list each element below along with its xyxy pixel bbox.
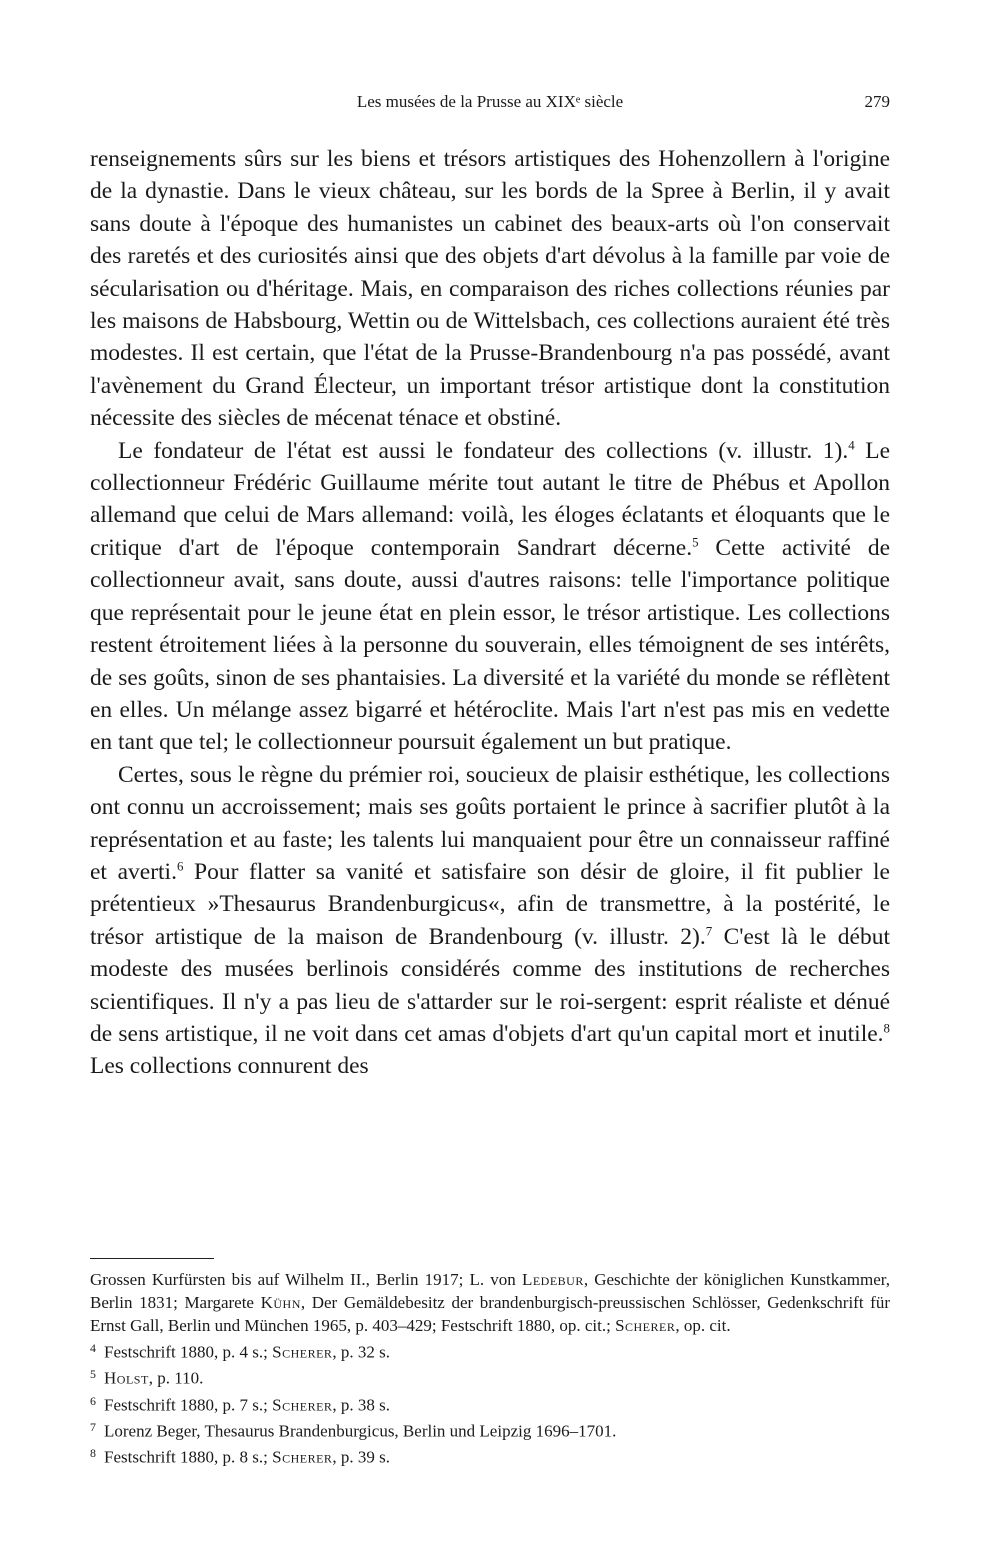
author-kuhn: Kühn — [260, 1293, 301, 1312]
paragraph-3-part-c: C'est là le début modeste des musées berlinois considérés comme des institutions de recherches scientifiques. Il n'y a pas lieu de s'attarder sur le roi-sergent: esprit réaliste et dénué de sens artistique, il ne voit dans cet amas d'objets d'art qu'un capital mort et inutile. — [90, 923, 890, 1047]
paragraph-3-part-d: Les collections connurent des — [90, 1053, 369, 1080]
author-scherer: Scherer — [615, 1316, 676, 1335]
paragraph-3-part-a: Certes, sous le règne du prémier roi, soucieux de plaisir esthétique, les collections ont connu un accroissement; mais ses goûts portaient le prince à sacrifier plutôt à la représentation et au faste; les talents lui manquaient pour être un connaisseur raffiné et averti. — [90, 761, 890, 885]
footnote-6 — [90, 1390, 890, 1416]
footnote-ref-5: 5 — [692, 534, 699, 550]
footnote-text-end: , p. 38 s. — [332, 1395, 391, 1415]
footnote-text: Festschrift 1880, p. 7 s.; — [104, 1395, 273, 1415]
footnote-continued-text-3: , Der Gemäldebesitz der brandenburgisch-preussischen Schlösser, Gedenkschrift für Ernst Gall, Berlin und München 1965, p. 403–429; Festschrift 1880, op. cit.; — [90, 1293, 890, 1335]
footnote-text-end: , p. 39 s. — [332, 1447, 391, 1467]
footnote-text: Festschrift 1880, p. 8 s.; — [104, 1447, 273, 1467]
footnote-text: Festschrift 1880, p. 4 s.; — [104, 1342, 273, 1362]
page-number: 279 — [864, 92, 890, 111]
footnote-author: Scherer — [272, 1342, 333, 1362]
footnote-ref-7: 7 — [705, 923, 713, 939]
main-text — [90, 143, 890, 1083]
paragraph-2-part-a: Le fondateur de l'état est aussi le fondateur des collections (v. illustr. 1). — [118, 437, 849, 464]
footnote-continued — [90, 1268, 890, 1337]
footnote-text: Lorenz Beger, Thesaurus Brandenburgicus, Berlin und Leipzig 1696–1701. — [104, 1421, 617, 1441]
footnote-8 — [90, 1442, 890, 1468]
running-title: Les musées de la Prusse au XIXᵉ siècle — [356, 92, 624, 111]
footnote-author: Holst — [104, 1368, 149, 1388]
footnote-number: 7 — [90, 1420, 96, 1435]
footnote-continued-text-4: , op. cit. — [675, 1316, 731, 1335]
footnote-ref-8: 8 — [883, 1020, 890, 1036]
paragraph-2 — [90, 435, 890, 759]
paragraph-2-part-b: Le collectionneur Frédéric Guillaume mérite tout autant le titre de Phébus et Apollon allemand que celui de Mars allemand: voilà, les éloges éclatants et éloquants que le critique d'art de l'époque contemporain Sandrart décerne. — [90, 437, 890, 561]
running-header — [90, 92, 890, 116]
footnote-continued-text-1: Grossen Kurfürsten bis auf Wilhelm II., Berlin 1917; L. von — [90, 1270, 522, 1289]
author-ledebur: Ledebur — [521, 1270, 584, 1289]
footnote-ref-6: 6 — [176, 858, 184, 874]
paragraph-3 — [90, 759, 890, 1083]
footnote-continued-text-2: , Geschichte der königlichen Kunstkammer, Berlin 1831; Margarete — [90, 1270, 890, 1312]
footnote-7 — [90, 1416, 890, 1442]
footnote-author: Scherer — [272, 1447, 333, 1467]
footnote-5 — [90, 1363, 890, 1389]
footnote-text-end: , p. 110. — [148, 1368, 204, 1388]
footnote-number: 6 — [90, 1393, 96, 1408]
footnote-rule — [90, 1258, 214, 1259]
footnote-author: Scherer — [272, 1395, 333, 1415]
footnote-number: 4 — [90, 1341, 96, 1355]
footnote-number: 5 — [90, 1367, 96, 1382]
footnotes — [90, 1268, 890, 1469]
footnote-number: 8 — [90, 1446, 96, 1461]
footnote-text-end: , p. 32 s. — [332, 1342, 391, 1362]
paragraph-3-part-b: Pour flatter sa vanité et satisfaire son désir de gloire, il fit publier le prétentieux »Thesaurus Brandenburgicus«, afin de transmettre, à la postérité, le trésor artistique de la maison de Brandenbourg (v. illustr. 2). — [90, 858, 890, 950]
footnote-4 — [90, 1337, 890, 1363]
paragraph-2-part-c: Cette activité de collectionneur avait, sans doute, aussi d'autres raisons: telle l'importance politique que représentait pour le jeune état en plein essor, le trésor artistique. Les collections restent étroitement liées à la personne du souverain, elles témoignent de ses intérêts, de ses goûts, sinon de ses phantaisies. La diversité et la variété du monde se réflètent en elles. Un mélange assez bigarré et hétéroclite. Mais l'art n'est pas mis en vedette en tant que tel; le collectionneur poursuit également un but pratique. — [90, 534, 890, 756]
footnote-ref-4: 4 — [848, 437, 855, 453]
paragraph-1: renseignements sûrs sur les biens et trésors artistiques des Hohenzollern à l'origine de la dynastie. Dans le vieux château, sur les bords de la Spree à Berlin, il y avait sans doute à l'époque des humanistes un cabinet des beaux-arts où l'on conservait des raretés et des curiosités ainsi que des objets d'art dévolus à la famille par voie de sécularisation ou d'héritage. Mais, en comparaison des riches collections réunies par les maisons de Habsbourg, Wettin ou de Wittelsbach, ces collections auraient été très modestes. Il est certain, que l'état de la Prusse-Brandenbourg n'a pas possédé, avant l'avènement du Grand Électeur, un important trésor artistique dont la constitution nécessite des siècles de mécenat ténace et obstiné. — [90, 146, 890, 432]
